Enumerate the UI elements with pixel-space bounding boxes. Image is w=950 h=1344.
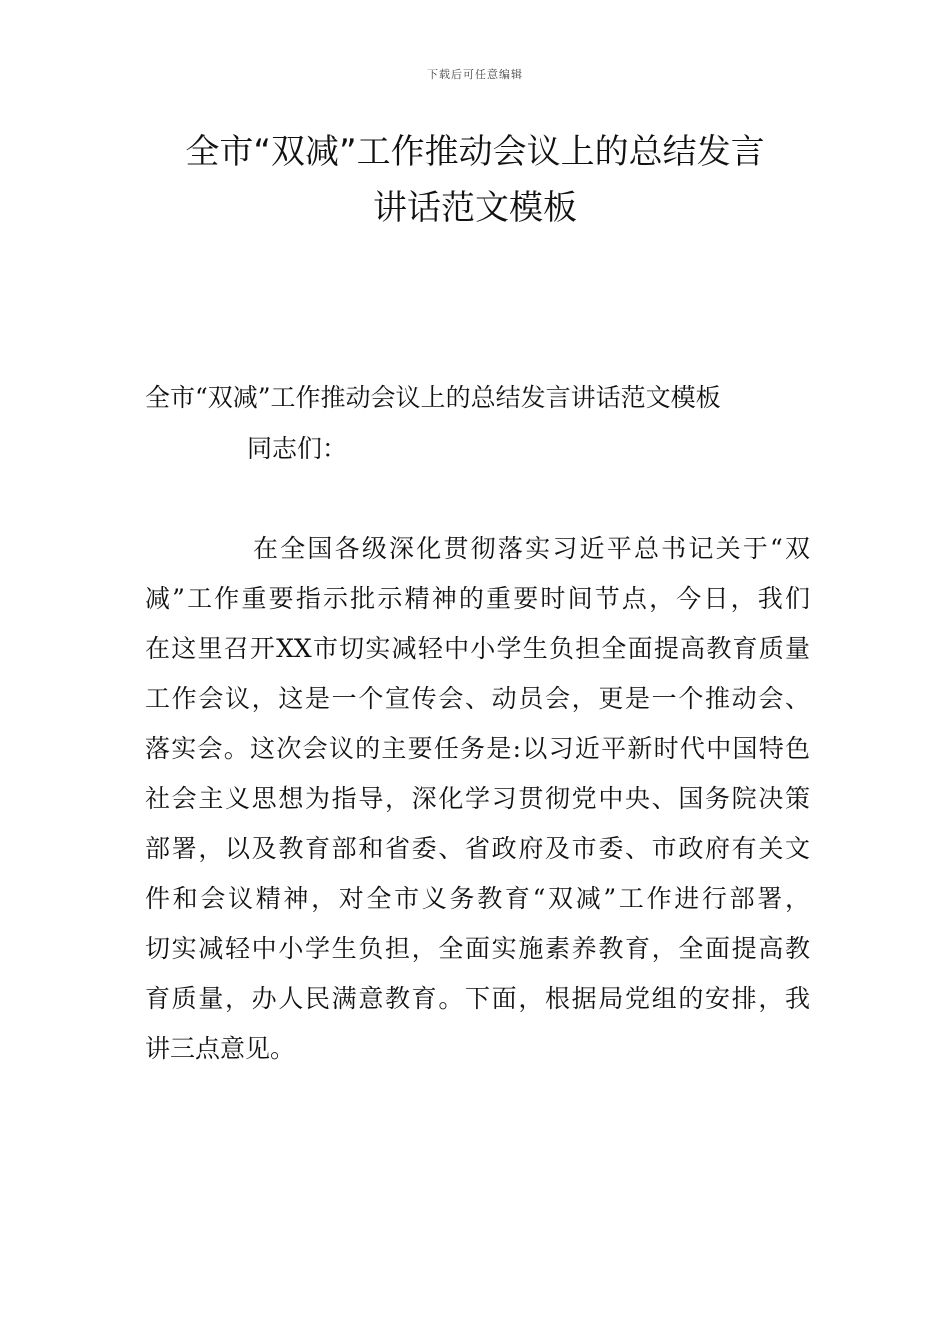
paragraph-line: 在全国各级深化贯彻落实习近平总书记关于“双 bbox=[253, 534, 810, 563]
paragraph-line: 在这里召开XX市切实减轻中小学生负担全面提高教育质量 bbox=[145, 634, 810, 663]
paragraph-line: 部署，以及教育部和省委、省政府及市委、市政府有关文 bbox=[145, 834, 810, 863]
document-title-line-2: 讲话范文模板 bbox=[373, 188, 577, 228]
paragraph-line: 社会主义思想为指导，深化学习贯彻党中央、国务院决策 bbox=[145, 784, 810, 813]
paragraph-line: 件和会议精神，对全市义务教育“双减”工作进行部署， bbox=[145, 884, 810, 913]
document-title bbox=[60, 124, 890, 236]
paragraph-line: 育质量，办人民满意教育。下面，根据局党组的安排，我 bbox=[145, 984, 810, 1013]
paragraph-line: 落实会。这次会议的主要任务是:以习近平新时代中国特色 bbox=[145, 734, 810, 763]
document-subtitle: 全市“双减”工作推动会议上的总结发言讲话范文模板 bbox=[145, 383, 721, 412]
paragraph-line: 减”工作重要指示批示精神的重要时间节点，今日，我们 bbox=[145, 584, 810, 613]
salutation: 同志们： bbox=[247, 434, 348, 463]
document-title-line-1: 全市“双减”工作推动会议上的总结发言 bbox=[185, 132, 765, 172]
body-paragraph bbox=[145, 524, 810, 1074]
paragraph-line: 工作会议，这是一个宣传会、动员会，更是一个推动会、 bbox=[145, 684, 810, 713]
paragraph-line: 讲三点意见。 bbox=[145, 1034, 296, 1063]
paragraph-line: 切实减轻中小学生负担，全面实施素养教育，全面提高教 bbox=[145, 934, 810, 963]
header-note: 下载后可任意编辑 bbox=[427, 68, 523, 81]
